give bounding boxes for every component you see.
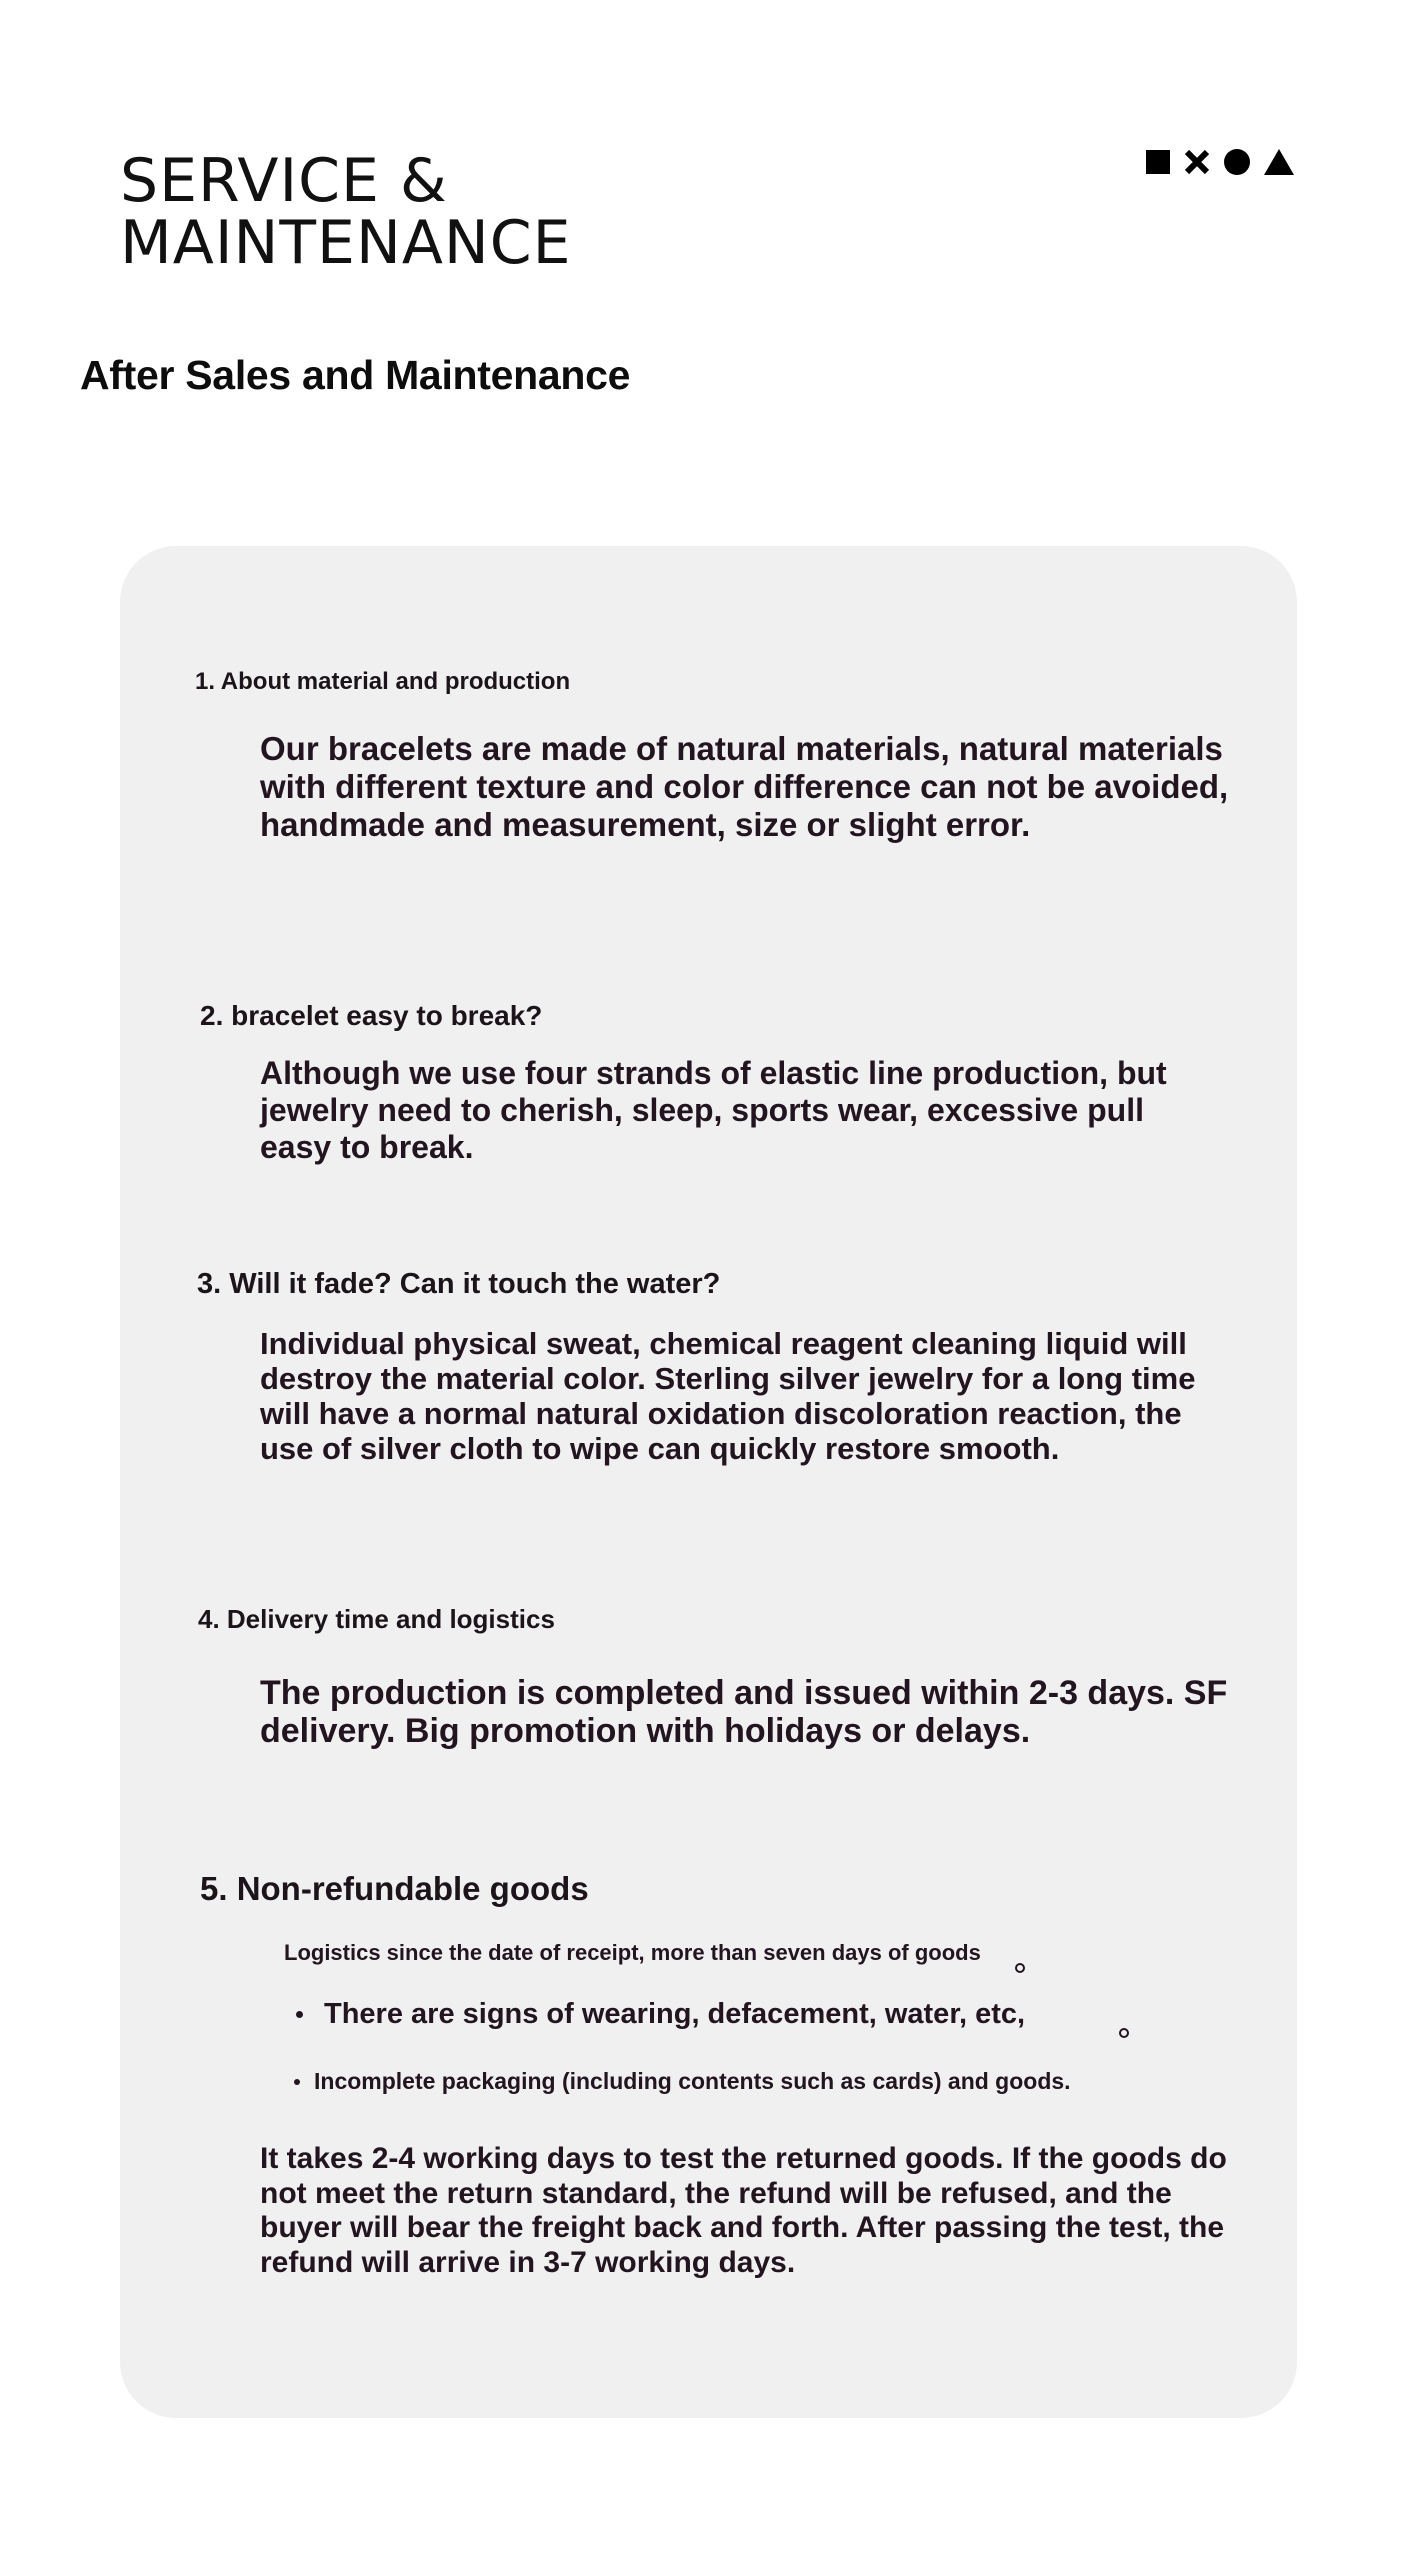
section-1-body: Our bracelets are made of natural materials, natural materials with different texture and color difference can not be avoided, handmade and measurement, size or slight error. bbox=[260, 730, 1229, 843]
page-title: After Sales and Maintenance bbox=[80, 352, 631, 398]
circle-icon bbox=[1223, 148, 1251, 176]
shape-icons bbox=[1145, 148, 1295, 176]
circle-marker-icon bbox=[1119, 2028, 1129, 2038]
list-item bbox=[294, 2068, 1071, 2095]
bullet-icon bbox=[294, 2079, 300, 2085]
cross-icon bbox=[1183, 148, 1211, 176]
square-icon bbox=[1145, 149, 1171, 175]
list-item-text: There are signs of wearing, defacement, water, etc, bbox=[324, 1998, 1026, 2030]
list-item bbox=[296, 1998, 1025, 2031]
brand-title-line2: MAINTENANCE bbox=[120, 208, 572, 278]
section-3-body: Individual physical sweat, chemical reagent cleaning liquid will destroy the material color. Sterling silver jewelry for a long time will have a normal natural oxidation discoloration reaction, the use of silver cloth to wipe can quickly restore smooth. bbox=[260, 1326, 1196, 1466]
list-item-text: Logistics since the date of receipt, more than seven days of goods bbox=[284, 1940, 981, 1965]
section-1-heading: 1. About material and production bbox=[195, 668, 571, 695]
circle-marker-icon bbox=[1015, 1963, 1025, 1973]
section-2-heading: 2. bracelet easy to break? bbox=[200, 1000, 543, 1031]
brand-title-line1: SERVICE & bbox=[120, 146, 448, 216]
section-5-body: It takes 2-4 working days to test the returned goods. If the goods do not meet the return standard, the refund will be refused, and the buyer will bear the freight back and forth. After passing the test, the refund will arrive in 3-7 working days. bbox=[260, 2142, 1227, 2279]
list-item-text: Incomplete packaging (including contents such as cards) and goods. bbox=[314, 2068, 1071, 2094]
section-5-heading: 5. Non-refundable goods bbox=[200, 1870, 589, 1907]
section-3-heading: 3. Will it fade? Can it touch the water? bbox=[197, 1268, 721, 1300]
bullet-icon bbox=[296, 2011, 303, 2018]
section-4-heading: 4. Delivery time and logistics bbox=[198, 1604, 555, 1634]
section-4-body: The production is completed and issued within 2-3 days. SF delivery. Big promotion with holidays or delays. bbox=[260, 1674, 1228, 1750]
section-2-body: Although we use four strands of elastic line production, but jewelry need to cherish, sleep, sports wear, excessive pull easy to break. bbox=[260, 1055, 1167, 1165]
brand-title bbox=[120, 146, 572, 278]
triangle-icon bbox=[1263, 148, 1295, 176]
list-item bbox=[284, 1940, 981, 1966]
